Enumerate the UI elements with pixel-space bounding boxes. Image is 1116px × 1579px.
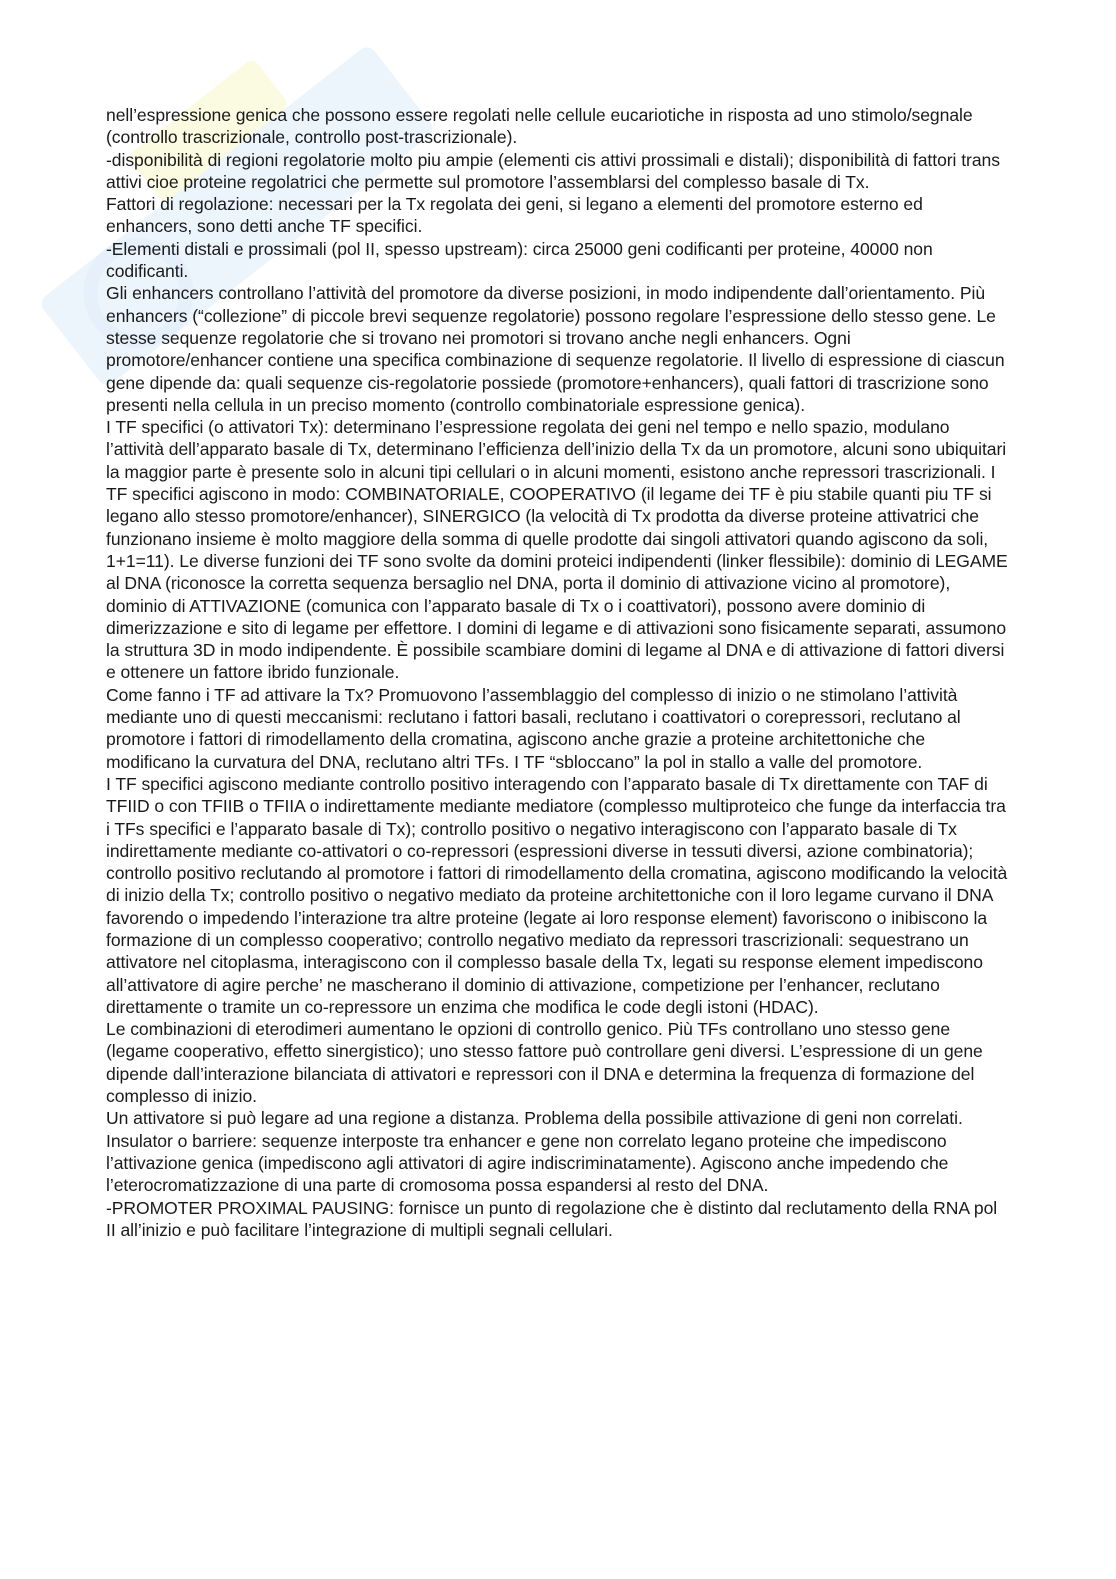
paragraph: Fattori di regolazione: necessari per la Tx regolata dei geni, si legano a elementi del promotore esterno ed enhancers, sono detti anche TF specifici. (106, 194, 923, 237)
paragraph: Le combinazioni di eterodimeri aumentano le opzioni di controllo genico. Più TFs controllano uno stesso gene (legame cooperativo, effetto sinergistico); uno stesso fattore può controllare geni diversi. L’espressione di un gene dipende dall’interazione bilanciata di attivatori e repressori con il DNA e determina la frequenza di formazione del complesso di inizio. (106, 1019, 983, 1107)
paragraph: Come fanno i TF ad attivare la Tx? Promuovono l’assemblaggio del complesso di inizio o ne stimolano l’attività mediante uno di questi meccanismi: reclutano i fattori basali, reclutano i coattivatori o corepressori, reclutano al promotore i fattori di rimodellamento della cromatina, agiscono anche grazie a proteine architettoniche che modificano la curvatura del DNA, reclutano altri TFs. I TF “sbloccano” la pol in stallo a valle del promotore. (106, 684, 961, 772)
paragraph: -disponibilità di regioni regolatorie molto piu ampie (elementi cis attivi prossimali e distali); disponibilità di fattori trans attivi cioe proteine regolatrici che permette sul promotore l’assemblarsi del complesso basale di Tx. (106, 149, 1000, 192)
paragraph: Gli enhancers controllano l’attività del promotore da diverse posizioni, in modo indipendente dall’orientamento. Più enhancers (“collezione” di piccole brevi sequenze regolatorie) possono regolare l’espressione dello stesso gene. Le stesse sequenze regolatorie che si trovano nei promotori si trovano anche negli enhancers. Ogni promotore/enhancer contiene una specifica combinazione di sequenze regolatorie. Il livello di espressione di ciascun gene dipende da: quali sequenze cis-regolatorie possiede (promotore+enhancers), quali fattori di trascrizione sono presenti nella cellula in un preciso momento (controllo combinatoriale espressione genica). (106, 283, 1005, 415)
paragraph: I TF specifici agiscono mediante controllo positivo interagendo con l’apparato basale di Tx direttamente con TAF di TFIID o con TFIIB o TFIIA o indirettamente mediante mediatore (complesso multiproteico che funge da interfaccia tra i TFs specifici e l’apparato basale di Tx); controllo positivo o negativo interagiscono con l’apparato basale di Tx indirettamente mediante co-attivatori o co-repressori (espressioni diverse in tessuti diversi, azione combinatoria); controllo positivo reclutando al promotore i fattori di rimodellamento della cromatina, agiscono modificando la velocità di inizio della Tx; controllo positivo o negativo mediato da proteine architettoniche con il loro legame curvano il DNA favorendo o impedendo l’interazione tra altre proteine (legate ai loro response element) favoriscono o inibiscono la formazione di un complesso cooperativo; controllo negativo mediato da repressori trascrizionali: sequestrano un attivatore nel citoplasma, interagiscono con il complesso basale della Tx, legati su response element impediscono all’attivatore di agire perche’ ne mascherano il dominio di attivazione, competizione per l’enhancer, reclutano direttamente o tramite un co-repressore un enzima che modifica le code degli istoni (HDAC). (106, 773, 1008, 1017)
paragraph: nell’espressione genica che possono essere regolati nelle cellule eucariotiche in risposta ad uno stimolo/segnale (controllo trascrizionale, controllo post-trascrizionale). (106, 105, 973, 148)
paragraph: -PROMOTER PROXIMAL PAUSING: fornisce un punto di regolazione che è distinto dal reclutamento della RNA pol II all’inizio e può facilitare l’integrazione di multipli segnali cellulari. (106, 1197, 998, 1240)
document-body (106, 104, 1011, 1241)
paragraph: -Elementi distali e prossimali (pol II, spesso upstream): circa 25000 geni codificanti per proteine, 40000 non codificanti. (106, 238, 933, 282)
paragraph: I TF specifici (o attivatori Tx): determinano l’espressione regolata dei geni nel tempo e nello spazio, modulano l’attività dell’apparato basale di Tx, determinano l’efficienza dell’inizio della Tx da un promotore, alcuni sono ubiquitari la maggior parte è presente solo in alcuni tipi cellulari o in alcuni momenti, esistono anche repressori trascrizionali. I TF specifici agiscono in modo: COMBINATORIALE, COOPERATIVO (il legame dei TF è piu stabile quanti piu TF si legano allo stesso promotore/enhancer), SINERGICO (la velocità di Tx prodotta da diverse proteine attivatrici che funzionano insieme è molto maggiore della somma di quelle prodotte dai singoli attivatori quando agiscono da soli, 1+1=11). Le diverse funzioni dei TF sono svolte da domini proteici indipendenti (linker flessibile): dominio di LEGAME al DNA (riconosce la corretta sequenza bersaglio nel DNA, porta il dominio di attivazione vicino al promotore), dominio di ATTIVAZIONE (comunica con l’apparato basale di Tx o i coattivatori), possono avere dominio di dimerizzazione e sito di legame per effettore. I domini di legame e di attivazioni sono fisicamente separati, assumono la struttura 3D in modo indipendente. È possibile scambiare domini di legame al DNA e di attivazione di fattori diversi e ottenere un fattore ibrido funzionale. (106, 417, 1008, 683)
paragraph: Un attivatore si può legare ad una regione a distanza. Problema della possibile attivazione di geni non correlati. Insulator o barriere: sequenze interposte tra enhancer e gene non correlato legano proteine che impediscono l’attivazione genica (impediscono agli attivatori di agire indiscriminatamente). Agiscono anche impedendo che l’eterocromatizzazione di una parte di cromosoma possa espandersi al resto del DNA. (106, 1108, 963, 1196)
